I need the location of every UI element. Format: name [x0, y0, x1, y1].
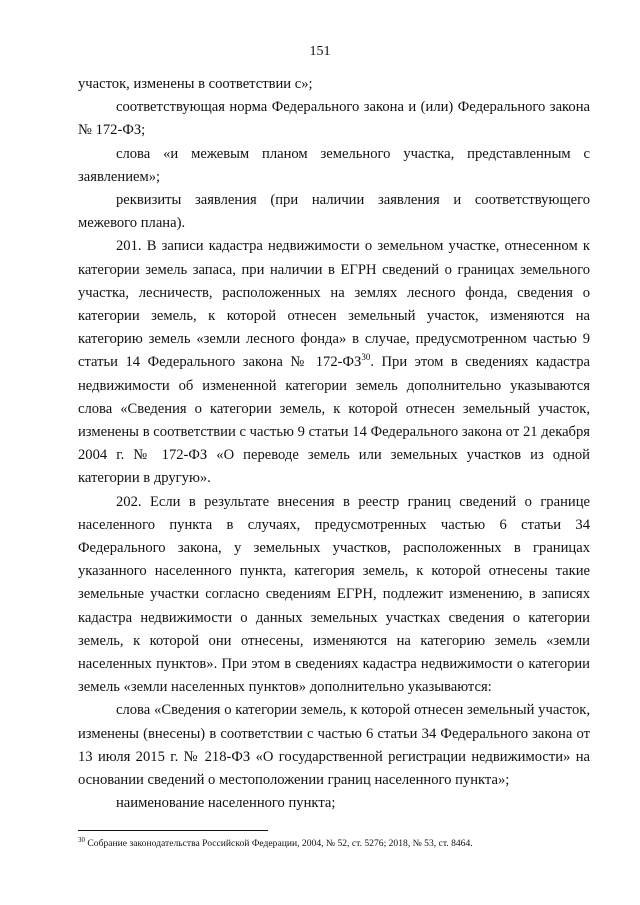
paragraph-7: слова «Сведения о категории земель, к которой отнесен земельный участок, изменены (внесены) в соответствии с частью 6 статьи 34 Федерального закона от 13 июля 2015 г. № 218-ФЗ «О государственной регистрации недвижимости» на основании сведений о местоположении границ населенного пункта»;: [78, 702, 590, 789]
footnote-divider: [78, 830, 268, 831]
paragraph-4: реквизиты заявления (при наличии заявления и соответствующего межевого плана).: [78, 192, 590, 232]
paragraph-202: 202. Если в результате внесения в реестр границ сведений о границе населенного пункта в случаях, предусмотренных частью 6 статьи 34 Федерального закона, у земельных участков, расположенных в границах указанного населенного пункта, категория земель, к которой отнесены такие земельные участки согласно сведениям ЕГРН, подлежит изменению, в записях кадастра недвижимости о данных земельных участках сведения о категории земель, к которой они отнесены, изменяются на категорию земель «земли населенных пунктов». При этом в сведениях кадастра недвижимости о категории земель «земли населенных пунктов» дополнительно указываются:: [78, 493, 590, 696]
paragraph-201: 201. В записи кадастра недвижимости о земельном участке, отнесенном к категории земель запаса, при наличии в ЕГРН сведений о границах земельного участка, лесничеств, расположенных на землях лесного фонда, сведения о категории земель, к которой отнесен земельный участок, изменяются на категорию земель «земли лесного фонда» в случае, предусмотренном частью 9 статьи 14 Федерального закона № 172-ФЗ$^{30}$. При этом в сведениях кадастра недвижимости об измененной категории земель дополнительно указываются слова «Сведения о категории земель, к которой отнесен земельный участок, изменены в соответствии с частью 9 статьи 14 Федерального закона от 21 декабря 2004 г. № 172-ФЗ «О переводе земель или земельных участков из одной категории в другую».: [78, 238, 590, 487]
footnote-text: Собрание законодательства Российской Федерации, 2004, № 52, ст. 5276; 2018, № 53, ст. 8464.: [85, 838, 473, 849]
body-text: [78, 73, 590, 816]
paragraph-3: слова «и межевым планом земельного участка, представленным с заявлением»;: [78, 145, 590, 185]
footnote-number: 30: [78, 835, 85, 844]
footnote: [78, 835, 598, 850]
paragraph-1: участок, изменены в соответствии с»;: [78, 76, 313, 92]
paragraph-2: соответствующая норма Федерального закона и (или) Федерального закона № 172-ФЗ;: [78, 99, 590, 139]
paragraph-8: наименование населенного пункта;: [116, 795, 336, 812]
footnote-ref-30[interactable]: 30: [361, 352, 371, 363]
page-number: 151: [309, 44, 331, 59]
